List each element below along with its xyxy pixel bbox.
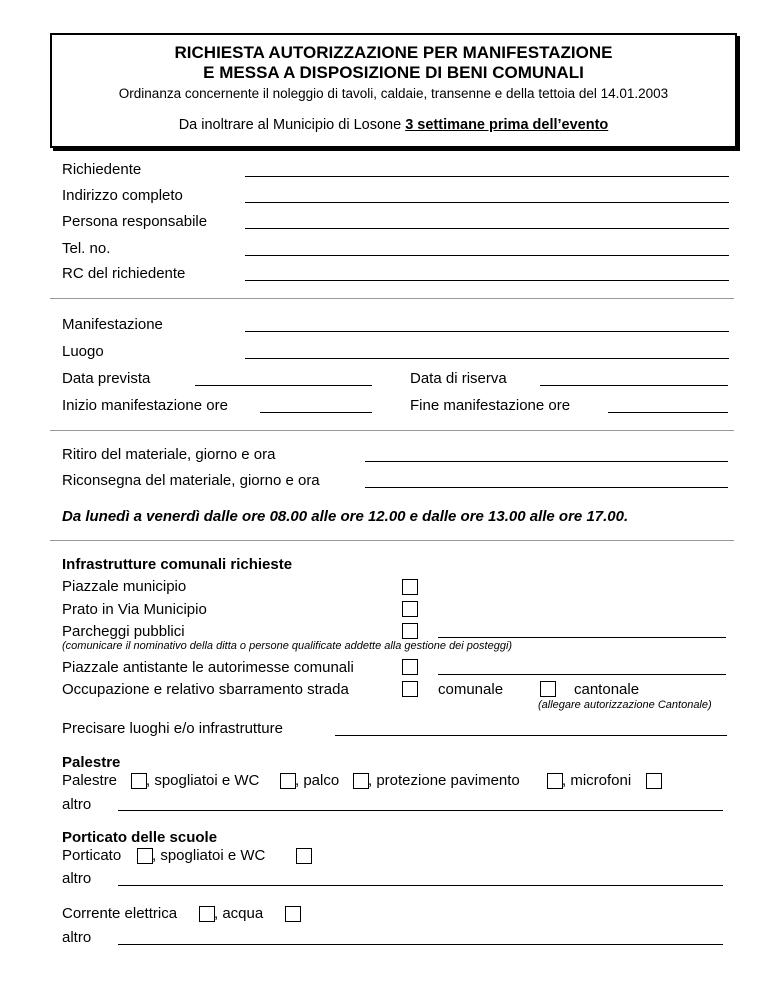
field-utilities-altro[interactable] — [118, 944, 723, 945]
field-data-prevista[interactable] — [195, 385, 372, 386]
label-utilities-altro: altro — [62, 929, 92, 946]
pickup-hours-note: Da lunedì a venerdì dalle ore 08.00 alle ore 12.00 e dalle ore 13.00 alle ore 17.00. — [62, 508, 629, 525]
label-corrente: Corrente elettrica — [62, 905, 178, 922]
field-luogo[interactable] — [245, 358, 729, 359]
divider — [50, 430, 734, 431]
divider — [50, 298, 734, 299]
infra-heading: Infrastrutture comunali richieste — [62, 556, 293, 573]
label-manifestazione: Manifestazione — [62, 316, 163, 333]
label-ritiro: Ritiro del materiale, giorno e ora — [62, 446, 276, 463]
label-cantonale: cantonale — [574, 681, 640, 698]
field-inizio[interactable] — [260, 412, 372, 413]
label-luogo: Luogo — [62, 343, 104, 360]
label-microfoni: , microfoni — [562, 772, 632, 789]
field-antistante[interactable] — [438, 674, 726, 675]
label-comunale: comunale — [438, 681, 504, 698]
field-data-riserva[interactable] — [540, 385, 728, 386]
palestre-heading: Palestre — [62, 754, 121, 771]
form-title-line2: E MESSA A DISPOSIZIONE DI BENI COMUNALI — [203, 63, 584, 82]
label-fine: Fine manifestazione ore — [410, 397, 571, 414]
field-persona[interactable] — [245, 228, 729, 229]
deliver-deadline: 3 settimane prima dell’evento — [405, 117, 609, 133]
deliver-note — [52, 117, 735, 133]
label-porticato-spogliatoi: , spogliatoi e WC — [152, 847, 266, 864]
checkbox-parcheggi[interactable] — [402, 623, 418, 639]
label-palestre-spogliatoi: , spogliatoi e WC — [146, 772, 260, 789]
label-occupazione: Occupazione e relativo sbarramento strada — [62, 681, 349, 698]
label-piazzale: Piazzale municipio — [62, 578, 187, 595]
label-porticato: Porticato — [62, 847, 122, 864]
label-riconsegna: Riconsegna del materiale, giorno e ora — [62, 472, 320, 489]
header-box — [50, 33, 737, 148]
label-tel: Tel. no. — [62, 240, 111, 257]
divider — [50, 540, 734, 541]
label-palestre: Palestre — [62, 772, 118, 789]
checkbox-palco[interactable] — [353, 773, 369, 789]
label-palestre-altro: altro — [62, 796, 92, 813]
checkbox-piazzale[interactable] — [402, 579, 418, 595]
label-porticato-altro: altro — [62, 870, 92, 887]
field-ritiro[interactable] — [365, 461, 728, 462]
field-porticato-altro[interactable] — [118, 885, 723, 886]
checkbox-palestre-spogliatoi[interactable] — [280, 773, 296, 789]
checkbox-microfoni[interactable] — [646, 773, 662, 789]
label-indirizzo: Indirizzo completo — [62, 187, 183, 204]
form-title-line1: RICHIESTA AUTORIZZAZIONE PER MANIFESTAZIONE — [174, 43, 613, 62]
label-prato: Prato in Via Municipio — [62, 601, 207, 618]
checkbox-protezione[interactable] — [547, 773, 563, 789]
label-richiedente: Richiedente — [62, 161, 142, 178]
label-antistante: Piazzale antistante le autorimesse comunali — [62, 659, 354, 676]
checkbox-prato[interactable] — [402, 601, 418, 617]
checkbox-palestre[interactable] — [131, 773, 147, 789]
field-manifestazione[interactable] — [245, 331, 729, 332]
label-acqua: , acqua — [214, 905, 264, 922]
field-indirizzo[interactable] — [245, 202, 729, 203]
label-data-riserva: Data di riserva — [410, 370, 507, 387]
checkbox-porticato-spogliatoi[interactable] — [296, 848, 312, 864]
field-tel[interactable] — [245, 255, 729, 256]
field-palestre-altro[interactable] — [118, 810, 723, 811]
label-inizio: Inizio manifestazione ore — [62, 397, 228, 414]
checkbox-acqua[interactable] — [285, 906, 301, 922]
label-data-prevista: Data prevista — [62, 370, 151, 387]
field-richiedente[interactable] — [245, 176, 729, 177]
checkbox-porticato[interactable] — [137, 848, 153, 864]
label-precisare: Precisare luoghi e/o infrastrutture — [62, 720, 283, 737]
field-rc[interactable] — [245, 280, 729, 281]
field-fine[interactable] — [608, 412, 728, 413]
form-subtitle: Ordinanza concernente il noleggio di tavoli, caldaie, transenne e della tettoia del 14.01.2003 — [118, 86, 669, 101]
checkbox-antistante[interactable] — [402, 659, 418, 675]
label-rc: RC del richiedente — [62, 265, 186, 282]
parcheggi-note: (comunicare il nominativo della ditta o persone qualificate addette alla gestione dei posteggi) — [62, 640, 513, 652]
label-protezione: , protezione pavimento — [368, 772, 520, 789]
porticato-heading: Porticato delle scuole — [62, 829, 218, 846]
cantonale-note: (allegare autorizzazione Cantonale) — [538, 699, 712, 711]
field-precisare[interactable] — [335, 735, 727, 736]
label-persona: Persona responsabile — [62, 213, 208, 230]
field-riconsegna[interactable] — [365, 487, 728, 488]
deliver-prefix: Da inoltrare al Municipio di Losone — [178, 117, 406, 133]
field-parcheggi[interactable] — [438, 637, 726, 638]
label-palco: , palco — [295, 772, 340, 789]
checkbox-occupazione[interactable] — [402, 681, 418, 697]
checkbox-corrente[interactable] — [199, 906, 215, 922]
label-parcheggi: Parcheggi pubblici — [62, 623, 185, 640]
checkbox-cantonale[interactable] — [540, 681, 556, 697]
